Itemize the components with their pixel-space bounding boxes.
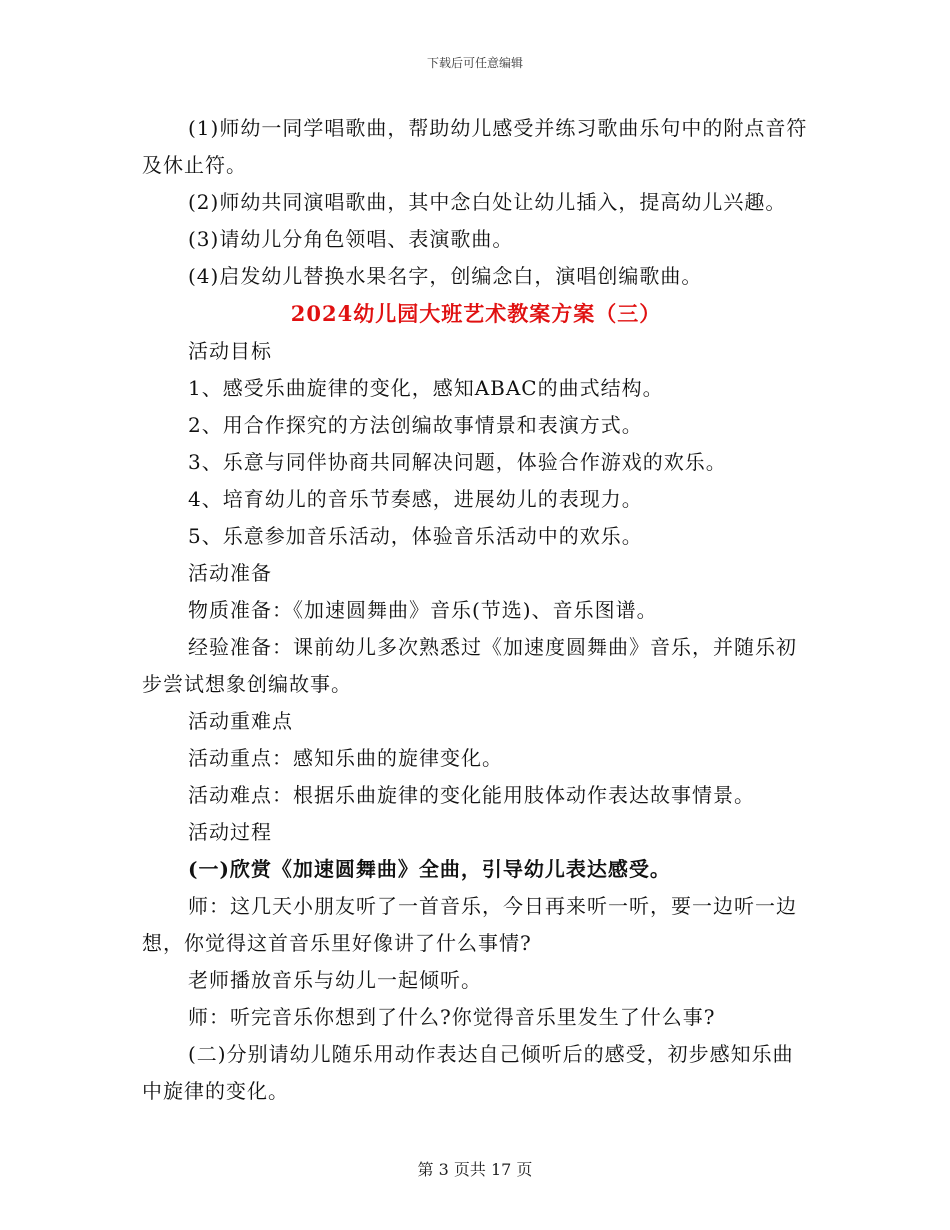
- list-item: 5、乐意参加音乐活动，体验音乐活动中的欢乐。: [188, 524, 643, 548]
- list-item: 1、感受乐曲旋律的变化，感知ABAC的曲式结构。: [188, 376, 664, 400]
- page-content: [142, 110, 810, 1110]
- section-title: 2024幼儿园大班艺术教案方案（三）: [290, 301, 662, 326]
- section-heading: 活动重难点: [188, 709, 293, 733]
- list-item: 2、用合作探究的方法创编故事情景和表演方式。: [188, 413, 643, 437]
- page-footer: 第 3 页共 17 页: [417, 1160, 533, 1179]
- section-heading: 活动目标: [188, 339, 272, 363]
- paragraph: (二)分别请幼儿随乐用动作表达自己倾听后的感受，初步感知乐曲中旋律的变化。: [142, 1042, 794, 1103]
- section-heading: 活动准备: [188, 561, 272, 585]
- paragraph: 老师播放音乐与幼儿一起倾听。: [188, 968, 482, 992]
- paragraph: 师：这几天小朋友听了一首音乐，今日再来听一听，要一边听一边想，你觉得这首音乐里好像讲了什么事情?: [142, 894, 797, 955]
- paragraph: (1)师幼一同学唱歌曲，帮助幼儿感受并练习歌曲乐句中的附点音符及休止符。: [142, 116, 808, 177]
- paragraph: 物质准备：《加速圆舞曲》音乐(节选)、音乐图谱。: [188, 598, 658, 622]
- paragraph: 师：听完音乐你想到了什么?你觉得音乐里发生了什么事?: [188, 1005, 716, 1029]
- paragraph: 经验准备：课前幼儿多次熟悉过《加速度圆舞曲》音乐，并随乐初步尝试想象创编故事。: [142, 635, 797, 696]
- section-heading: 活动过程: [188, 820, 272, 844]
- paragraph: (3)请幼儿分角色领唱、表演歌曲。: [188, 227, 514, 251]
- paragraph: (4)启发幼儿替换水果名字，创编念白，演唱创编歌曲。: [188, 264, 703, 288]
- step-heading: (一)欣赏《加速圆舞曲》全曲，引导幼儿表达感受。: [188, 857, 671, 881]
- paragraph: 活动重点：感知乐曲的旋律变化。: [188, 746, 503, 770]
- list-item: 3、乐意与同伴协商共同解决问题，体验合作游戏的欢乐。: [188, 450, 727, 474]
- paragraph: (2)师幼共同演唱歌曲，其中念白处让幼儿插入，提高幼儿兴趣。: [188, 190, 787, 214]
- paragraph: 活动难点：根据乐曲旋律的变化能用肢体动作表达故事情景。: [188, 783, 755, 807]
- list-item: 4、培育幼儿的音乐节奏感，进展幼儿的表现力。: [188, 487, 643, 511]
- page-header: 下载后可任意编辑: [426, 56, 523, 70]
